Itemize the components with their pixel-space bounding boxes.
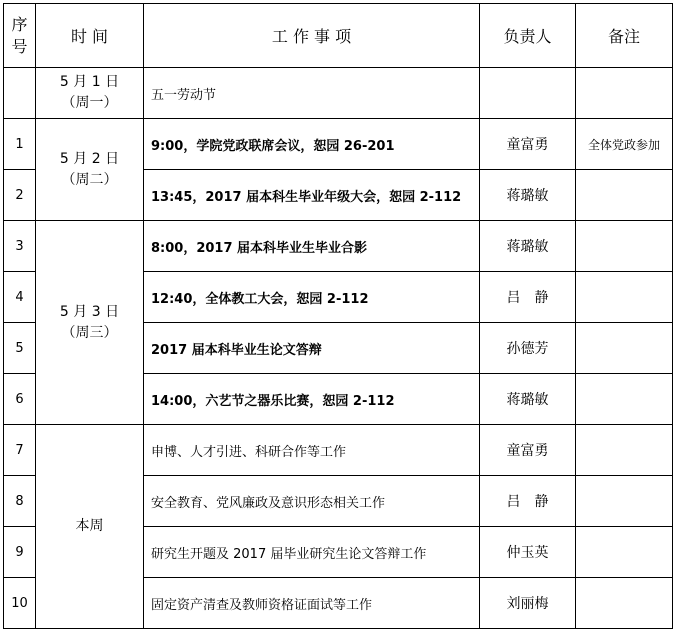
responsible-person: 童富勇 <box>480 425 576 476</box>
note-cell <box>576 476 673 527</box>
table-row <box>4 425 673 476</box>
work-item: 12:40，全体教工大会，恕园 2-112 <box>144 272 480 323</box>
header-seq: 序 号 <box>4 4 36 68</box>
responsible-person: 刘丽梅 <box>480 578 576 629</box>
note-cell <box>576 272 673 323</box>
note-cell: 全体党政参加 <box>576 119 673 170</box>
row-number: 7 <box>4 425 36 476</box>
work-item: 8:00，2017 届本科毕业生毕业合影 <box>144 221 480 272</box>
responsible-person: 孙德芳 <box>480 323 576 374</box>
header-time: 时 间 <box>36 4 144 68</box>
responsible-person: 蒋璐敏 <box>480 374 576 425</box>
work-item: 申博、人才引进、科研合作等工作 <box>144 425 480 476</box>
note-cell <box>576 527 673 578</box>
row-number: 1 <box>4 119 36 170</box>
date-cell-may1: 5 月 1 日 （周一） <box>36 68 144 119</box>
responsible-person: 仲玉英 <box>480 527 576 578</box>
responsible-person <box>480 68 576 119</box>
row-number: 4 <box>4 272 36 323</box>
work-schedule-table <box>3 3 673 629</box>
row-number: 2 <box>4 170 36 221</box>
work-item: 9:00，学院党政联席会议，恕园 26-201 <box>144 119 480 170</box>
date-cell-this-week: 本周 <box>36 425 144 629</box>
table-row <box>4 68 673 119</box>
responsible-person: 童富勇 <box>480 119 576 170</box>
responsible-person: 吕 静 <box>480 476 576 527</box>
work-item: 13:45，2017 届本科生毕业年级大会，恕园 2-112 <box>144 170 480 221</box>
note-cell <box>576 68 673 119</box>
row-number <box>4 68 36 119</box>
note-cell <box>576 221 673 272</box>
date-cell-may3: 5 月 3 日 （周三） <box>36 221 144 425</box>
responsible-person: 吕 静 <box>480 272 576 323</box>
date-cell-may2: 5 月 2 日 （周二） <box>36 119 144 221</box>
row-number: 10 <box>4 578 36 629</box>
note-cell <box>576 170 673 221</box>
table-row <box>4 119 673 170</box>
row-number: 5 <box>4 323 36 374</box>
work-item: 固定资产清查及教师资格证面试等工作 <box>144 578 480 629</box>
header-row <box>4 4 673 68</box>
note-cell <box>576 374 673 425</box>
responsible-person: 蒋璐敏 <box>480 221 576 272</box>
header-note: 备注 <box>576 4 673 68</box>
note-cell <box>576 323 673 374</box>
work-item: 五一劳动节 <box>144 68 480 119</box>
row-number: 3 <box>4 221 36 272</box>
row-number: 6 <box>4 374 36 425</box>
work-item: 2017 届本科毕业生论文答辩 <box>144 323 480 374</box>
header-person: 负责人 <box>480 4 576 68</box>
table-row <box>4 221 673 272</box>
work-item: 安全教育、党风廉政及意识形态相关工作 <box>144 476 480 527</box>
work-item: 14:00，六艺节之器乐比赛，恕园 2-112 <box>144 374 480 425</box>
note-cell <box>576 578 673 629</box>
row-number: 8 <box>4 476 36 527</box>
header-work: 工 作 事 项 <box>144 4 480 68</box>
row-number: 9 <box>4 527 36 578</box>
responsible-person: 蒋璐敏 <box>480 170 576 221</box>
note-cell <box>576 425 673 476</box>
work-item: 研究生开题及 2017 届毕业研究生论文答辩工作 <box>144 527 480 578</box>
